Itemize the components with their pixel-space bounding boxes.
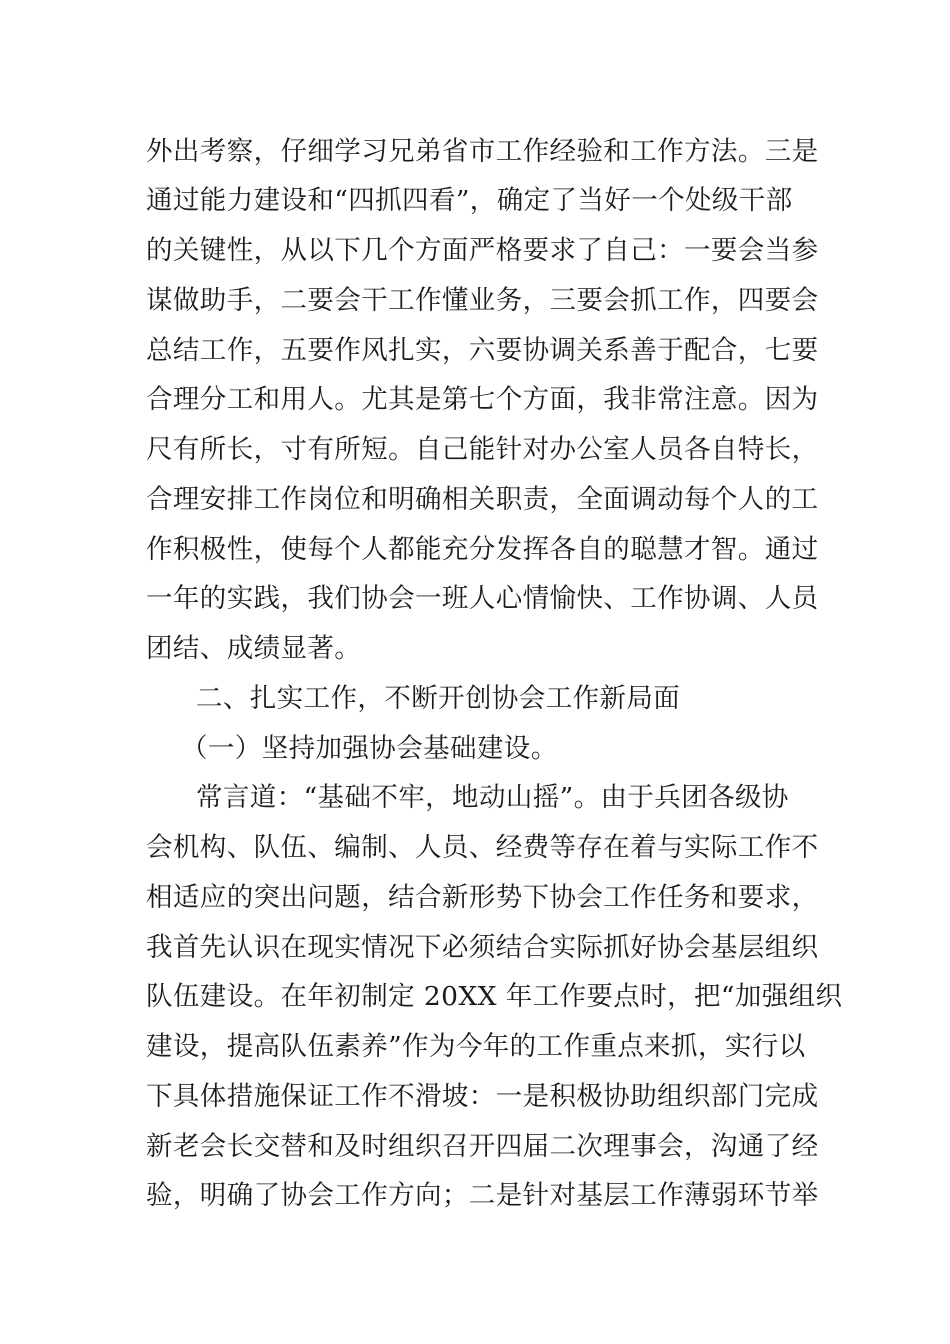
text-line: 总结工作，五要作风扎实，六要协调关系善于配合，七要 <box>146 335 819 366</box>
text-line: 外出考察，仔细学习兄弟省市工作经验和工作方法。三是 <box>146 136 819 167</box>
text-line: 通过能力建设和“四抓四看”，确定了当好一个处级干部 <box>146 185 793 216</box>
text-line: 一年的实践，我们协会一班人心情愉快、工作协调、人员 <box>146 583 819 614</box>
text-line: 合理安排工作岗位和明确相关职责，全面调动每个人的工 <box>146 484 819 515</box>
text-line: 下具体措施保证工作不滑坡：一是积极协助组织部门完成 <box>146 1081 819 1112</box>
section-heading: 二、扎实工作，不断开创协会工作新局面 <box>196 683 681 714</box>
text-line: 新老会长交替和及时组织召开四届二次理事会，沟通了经 <box>146 1131 819 1162</box>
text-line: 谋做助手，二要会干工作懂业务，三要会抓工作，四要会 <box>146 285 819 316</box>
text-line: 验，明确了协会工作方向；二是针对基层工作薄弱环节举 <box>146 1180 819 1211</box>
text-line: 我首先认识在现实情况下必须结合实际抓好协会基层组织 <box>146 932 819 963</box>
text-line: 建设，提高队伍素养”作为今年的工作重点来抓，实行以 <box>146 1031 806 1062</box>
text-line: 常言道：“基础不牢，地动山摇”。由于兵团各级协 <box>196 782 789 813</box>
text-line: 的关键性，从以下几个方面严格要求了自己：一要会当参 <box>146 235 819 266</box>
text-line: 团结、成绩显著。 <box>146 633 362 664</box>
text-line: 队伍建设。在年初制定 20XX 年工作要点时，把“加强组织 <box>146 981 843 1012</box>
text-line: 合理分工和用人。尤其是第七个方面，我非常注意。因为 <box>146 384 819 415</box>
text-line: 相适应的突出问题，结合新形势下协会工作任务和要求， <box>146 882 819 913</box>
subsection-heading: （一）坚持加强协会基础建设。 <box>181 733 558 764</box>
text-line: 会机构、队伍、编制、人员、经费等存在着与实际工作不 <box>146 832 819 863</box>
text-line: 尺有所长，寸有所短。自己能针对办公室人员各自特长， <box>146 434 819 465</box>
text-line: 作积极性，使每个人都能充分发挥各自的聪慧才智。通过 <box>146 534 819 565</box>
